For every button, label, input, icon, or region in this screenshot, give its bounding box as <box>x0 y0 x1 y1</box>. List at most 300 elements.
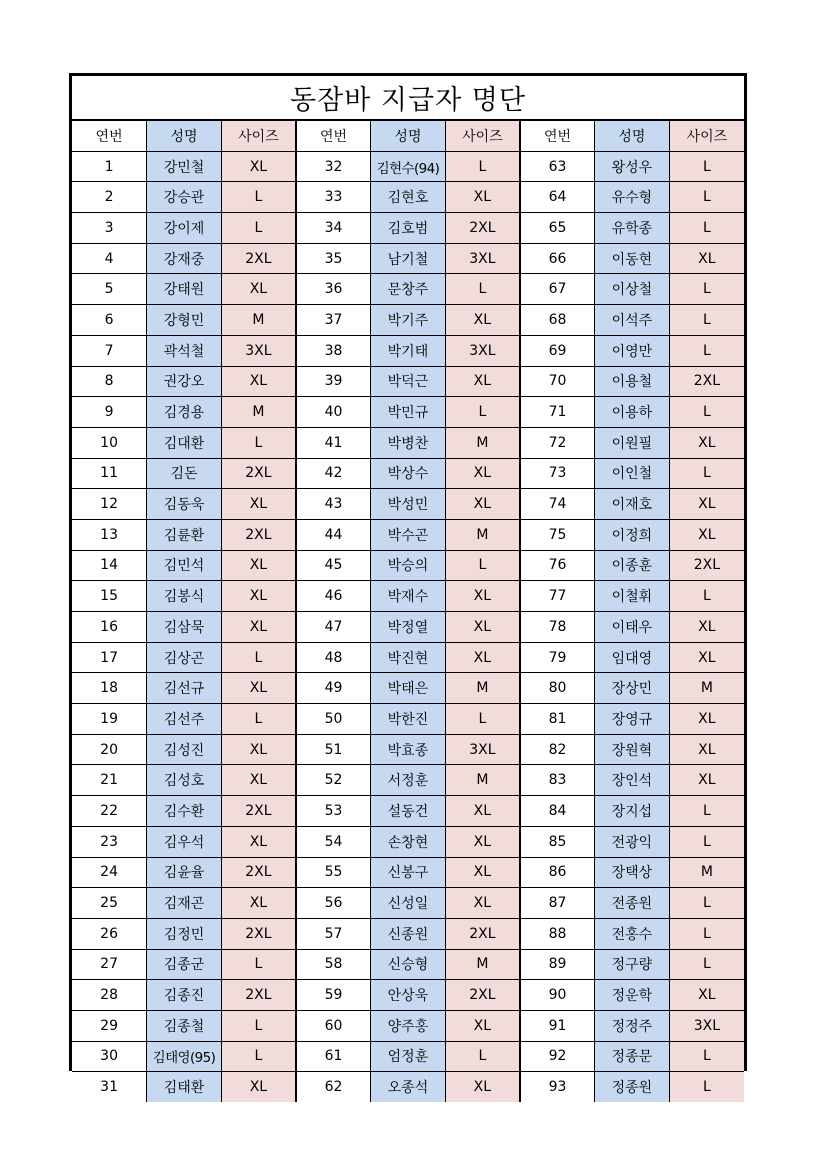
name-cell: 이인철 <box>595 458 670 489</box>
serial-cell: 55 <box>296 857 371 888</box>
name-cell: 김돈 <box>147 458 222 489</box>
serial-cell: 57 <box>296 918 371 949</box>
size-cell: XL <box>445 458 520 489</box>
name-cell: 이종훈 <box>595 550 670 581</box>
serial-cell: 5 <box>72 274 147 305</box>
size-cell: XL <box>445 581 520 612</box>
serial-cell: 29 <box>72 1010 147 1041</box>
serial-cell: 15 <box>72 581 147 612</box>
size-cell: 2XL <box>221 519 296 550</box>
size-cell: L <box>669 305 744 336</box>
size-cell: XL <box>445 826 520 857</box>
serial-cell: 63 <box>520 151 595 182</box>
serial-cell: 36 <box>296 274 371 305</box>
name-cell: 이철휘 <box>595 581 670 612</box>
name-cell: 강이제 <box>147 213 222 244</box>
roster-sheet <box>69 73 747 1097</box>
name-cell: 김륜환 <box>147 519 222 550</box>
table-row <box>72 550 744 581</box>
name-cell: 이태우 <box>595 612 670 643</box>
serial-cell: 68 <box>520 305 595 336</box>
name-cell: 신봉구 <box>371 857 446 888</box>
size-cell: XL <box>221 1072 296 1102</box>
name-cell: 장지섭 <box>595 796 670 827</box>
name-cell: 오종석 <box>371 1072 446 1102</box>
table-row <box>72 305 744 336</box>
size-cell: L <box>221 1010 296 1041</box>
serial-cell: 12 <box>72 489 147 520</box>
size-cell: L <box>221 427 296 458</box>
size-cell: L <box>221 1041 296 1072</box>
size-cell: XL <box>221 673 296 704</box>
name-cell: 신성일 <box>371 888 446 919</box>
table-row <box>72 427 744 458</box>
serial-cell: 89 <box>520 949 595 980</box>
name-cell: 박덕근 <box>371 366 446 397</box>
serial-cell: 42 <box>296 458 371 489</box>
name-cell: 장원혁 <box>595 734 670 765</box>
serial-cell: 33 <box>296 182 371 213</box>
name-cell: 김수환 <box>147 796 222 827</box>
size-cell: 2XL <box>221 243 296 274</box>
name-cell: 김상곤 <box>147 642 222 673</box>
serial-cell: 56 <box>296 888 371 919</box>
size-cell: XL <box>669 427 744 458</box>
header-name: 성명 <box>147 121 222 151</box>
size-cell: L <box>445 704 520 735</box>
size-cell: XL <box>445 888 520 919</box>
serial-cell: 48 <box>296 642 371 673</box>
serial-cell: 18 <box>72 673 147 704</box>
size-cell: L <box>669 1041 744 1072</box>
size-cell: XL <box>221 581 296 612</box>
serial-cell: 4 <box>72 243 147 274</box>
name-cell: 전광익 <box>595 826 670 857</box>
name-cell: 김현수(94) <box>371 151 446 182</box>
size-cell: L <box>221 182 296 213</box>
size-cell: 2XL <box>221 796 296 827</box>
name-cell: 문창주 <box>371 274 446 305</box>
table-row <box>72 274 744 305</box>
serial-cell: 49 <box>296 673 371 704</box>
serial-cell: 66 <box>520 243 595 274</box>
serial-cell: 76 <box>520 550 595 581</box>
serial-cell: 91 <box>520 1010 595 1041</box>
name-cell: 박기태 <box>371 335 446 366</box>
table-row <box>72 366 744 397</box>
name-cell: 김현호 <box>371 182 446 213</box>
serial-cell: 1 <box>72 151 147 182</box>
serial-cell: 87 <box>520 888 595 919</box>
size-cell: M <box>445 673 520 704</box>
header-row <box>72 121 744 151</box>
size-cell: L <box>221 949 296 980</box>
name-cell: 김선규 <box>147 673 222 704</box>
size-cell: L <box>445 274 520 305</box>
size-cell: L <box>669 949 744 980</box>
name-cell: 김선주 <box>147 704 222 735</box>
table-row <box>72 519 744 550</box>
size-cell: L <box>445 1041 520 1072</box>
serial-cell: 81 <box>520 704 595 735</box>
serial-cell: 8 <box>72 366 147 397</box>
name-cell: 박수곤 <box>371 519 446 550</box>
name-cell: 김성진 <box>147 734 222 765</box>
name-cell: 김경용 <box>147 397 222 428</box>
size-cell: 2XL <box>669 366 744 397</box>
size-cell: M <box>669 673 744 704</box>
name-cell: 장영규 <box>595 704 670 735</box>
name-cell: 강재중 <box>147 243 222 274</box>
size-cell: L <box>669 274 744 305</box>
size-cell: 2XL <box>669 550 744 581</box>
name-cell: 김대환 <box>147 427 222 458</box>
size-cell: M <box>445 949 520 980</box>
serial-cell: 45 <box>296 550 371 581</box>
table-row <box>72 335 744 366</box>
sheet-title: 동잠바 지급자 명단 <box>72 76 744 121</box>
size-cell: L <box>669 213 744 244</box>
size-cell: M <box>221 397 296 428</box>
serial-cell: 46 <box>296 581 371 612</box>
serial-cell: 58 <box>296 949 371 980</box>
serial-cell: 65 <box>520 213 595 244</box>
name-cell: 장상민 <box>595 673 670 704</box>
serial-cell: 54 <box>296 826 371 857</box>
name-cell: 장택상 <box>595 857 670 888</box>
serial-cell: 44 <box>296 519 371 550</box>
size-cell: XL <box>445 796 520 827</box>
serial-cell: 62 <box>296 1072 371 1102</box>
name-cell: 정종원 <box>595 1072 670 1102</box>
name-cell: 김재곤 <box>147 888 222 919</box>
name-cell: 김정민 <box>147 918 222 949</box>
size-cell: XL <box>445 182 520 213</box>
size-cell: L <box>669 796 744 827</box>
name-cell: 박상수 <box>371 458 446 489</box>
name-cell: 권강오 <box>147 366 222 397</box>
name-cell: 김삼묵 <box>147 612 222 643</box>
serial-cell: 78 <box>520 612 595 643</box>
table-row <box>72 581 744 612</box>
table-row <box>72 918 744 949</box>
size-cell: 3XL <box>221 335 296 366</box>
name-cell: 김윤율 <box>147 857 222 888</box>
serial-cell: 17 <box>72 642 147 673</box>
name-cell: 김종진 <box>147 980 222 1011</box>
size-cell: XL <box>669 765 744 796</box>
name-cell: 곽석철 <box>147 335 222 366</box>
size-cell: XL <box>445 489 520 520</box>
size-cell: XL <box>221 550 296 581</box>
name-cell: 김봉식 <box>147 581 222 612</box>
name-cell: 강태원 <box>147 274 222 305</box>
table-row <box>72 151 744 182</box>
name-cell: 박병찬 <box>371 427 446 458</box>
size-cell: L <box>669 151 744 182</box>
name-cell: 김태영(95) <box>147 1041 222 1072</box>
serial-cell: 34 <box>296 213 371 244</box>
size-cell: XL <box>669 489 744 520</box>
serial-cell: 83 <box>520 765 595 796</box>
serial-cell: 40 <box>296 397 371 428</box>
name-cell: 정정주 <box>595 1010 670 1041</box>
serial-cell: 71 <box>520 397 595 428</box>
name-cell: 유수형 <box>595 182 670 213</box>
name-cell: 김우석 <box>147 826 222 857</box>
size-cell: 2XL <box>221 980 296 1011</box>
table-row <box>72 857 744 888</box>
serial-cell: 73 <box>520 458 595 489</box>
serial-cell: 52 <box>296 765 371 796</box>
table-row <box>72 642 744 673</box>
table-row <box>72 1072 744 1102</box>
size-cell: 3XL <box>669 1010 744 1041</box>
table-row <box>72 949 744 980</box>
size-cell: XL <box>221 734 296 765</box>
name-cell: 강민철 <box>147 151 222 182</box>
name-cell: 김민석 <box>147 550 222 581</box>
size-cell: L <box>669 888 744 919</box>
size-cell: L <box>669 581 744 612</box>
serial-cell: 11 <box>72 458 147 489</box>
table-row <box>72 826 744 857</box>
serial-cell: 93 <box>520 1072 595 1102</box>
name-cell: 전홍수 <box>595 918 670 949</box>
size-cell: XL <box>221 612 296 643</box>
serial-cell: 82 <box>520 734 595 765</box>
size-cell: L <box>445 550 520 581</box>
serial-cell: 79 <box>520 642 595 673</box>
name-cell: 김종군 <box>147 949 222 980</box>
roster-table <box>72 121 744 1102</box>
serial-cell: 84 <box>520 796 595 827</box>
size-cell: L <box>669 335 744 366</box>
name-cell: 정종문 <box>595 1041 670 1072</box>
size-cell: 3XL <box>445 243 520 274</box>
size-cell: 2XL <box>221 918 296 949</box>
table-row <box>72 243 744 274</box>
serial-cell: 3 <box>72 213 147 244</box>
header-serial: 연번 <box>296 121 371 151</box>
size-cell: XL <box>669 612 744 643</box>
serial-cell: 85 <box>520 826 595 857</box>
name-cell: 유학종 <box>595 213 670 244</box>
size-cell: XL <box>445 612 520 643</box>
size-cell: 2XL <box>221 857 296 888</box>
table-row <box>72 182 744 213</box>
serial-cell: 13 <box>72 519 147 550</box>
table-row <box>72 1010 744 1041</box>
size-cell: XL <box>445 857 520 888</box>
serial-cell: 7 <box>72 335 147 366</box>
header-size: 사이즈 <box>669 121 744 151</box>
size-cell: XL <box>221 274 296 305</box>
serial-cell: 21 <box>72 765 147 796</box>
serial-cell: 64 <box>520 182 595 213</box>
serial-cell: 69 <box>520 335 595 366</box>
size-cell: 2XL <box>445 213 520 244</box>
serial-cell: 47 <box>296 612 371 643</box>
size-cell: XL <box>445 1072 520 1102</box>
name-cell: 이용철 <box>595 366 670 397</box>
name-cell: 임대영 <box>595 642 670 673</box>
size-cell: L <box>445 397 520 428</box>
table-row <box>72 673 744 704</box>
size-cell: XL <box>669 980 744 1011</box>
serial-cell: 16 <box>72 612 147 643</box>
name-cell: 이영만 <box>595 335 670 366</box>
size-cell: L <box>669 1072 744 1102</box>
serial-cell: 53 <box>296 796 371 827</box>
size-cell: M <box>221 305 296 336</box>
size-cell: 2XL <box>445 980 520 1011</box>
serial-cell: 67 <box>520 274 595 305</box>
serial-cell: 30 <box>72 1041 147 1072</box>
serial-cell: 75 <box>520 519 595 550</box>
serial-cell: 20 <box>72 734 147 765</box>
serial-cell: 14 <box>72 550 147 581</box>
serial-cell: 2 <box>72 182 147 213</box>
name-cell: 김성호 <box>147 765 222 796</box>
serial-cell: 23 <box>72 826 147 857</box>
table-row <box>72 213 744 244</box>
name-cell: 박재수 <box>371 581 446 612</box>
table-row <box>72 458 744 489</box>
serial-cell: 28 <box>72 980 147 1011</box>
size-cell: XL <box>669 519 744 550</box>
name-cell: 이원필 <box>595 427 670 458</box>
serial-cell: 86 <box>520 857 595 888</box>
name-cell: 안상욱 <box>371 980 446 1011</box>
serial-cell: 39 <box>296 366 371 397</box>
name-cell: 신종원 <box>371 918 446 949</box>
name-cell: 손창현 <box>371 826 446 857</box>
name-cell: 박정열 <box>371 612 446 643</box>
name-cell: 설동건 <box>371 796 446 827</box>
name-cell: 이석주 <box>595 305 670 336</box>
serial-cell: 59 <box>296 980 371 1011</box>
size-cell: XL <box>445 1010 520 1041</box>
name-cell: 이재호 <box>595 489 670 520</box>
size-cell: L <box>445 151 520 182</box>
serial-cell: 43 <box>296 489 371 520</box>
name-cell: 이정희 <box>595 519 670 550</box>
header-size: 사이즈 <box>221 121 296 151</box>
serial-cell: 88 <box>520 918 595 949</box>
name-cell: 박기주 <box>371 305 446 336</box>
name-cell: 양주홍 <box>371 1010 446 1041</box>
name-cell: 박태은 <box>371 673 446 704</box>
serial-cell: 10 <box>72 427 147 458</box>
size-cell: XL <box>221 366 296 397</box>
serial-cell: 9 <box>72 397 147 428</box>
serial-cell: 90 <box>520 980 595 1011</box>
name-cell: 김동욱 <box>147 489 222 520</box>
header-serial: 연번 <box>520 121 595 151</box>
name-cell: 강승관 <box>147 182 222 213</box>
name-cell: 박진현 <box>371 642 446 673</box>
serial-cell: 41 <box>296 427 371 458</box>
header-name: 성명 <box>371 121 446 151</box>
size-cell: 2XL <box>445 918 520 949</box>
name-cell: 김종철 <box>147 1010 222 1041</box>
name-cell: 박효종 <box>371 734 446 765</box>
name-cell: 강형민 <box>147 305 222 336</box>
size-cell: L <box>221 704 296 735</box>
name-cell: 전종원 <box>595 888 670 919</box>
size-cell: 3XL <box>445 335 520 366</box>
serial-cell: 24 <box>72 857 147 888</box>
name-cell: 엄정훈 <box>371 1041 446 1072</box>
size-cell: M <box>445 519 520 550</box>
name-cell: 박한진 <box>371 704 446 735</box>
name-cell: 박성민 <box>371 489 446 520</box>
size-cell: L <box>221 213 296 244</box>
size-cell: XL <box>445 366 520 397</box>
name-cell: 남기철 <box>371 243 446 274</box>
name-cell: 정구량 <box>595 949 670 980</box>
header-name: 성명 <box>595 121 670 151</box>
size-cell: 2XL <box>221 458 296 489</box>
serial-cell: 77 <box>520 581 595 612</box>
size-cell: L <box>669 397 744 428</box>
table-row <box>72 397 744 428</box>
size-cell: L <box>669 458 744 489</box>
size-cell: XL <box>445 642 520 673</box>
size-cell: XL <box>221 826 296 857</box>
name-cell: 신승형 <box>371 949 446 980</box>
name-cell: 박민규 <box>371 397 446 428</box>
size-cell: XL <box>669 734 744 765</box>
serial-cell: 31 <box>72 1072 147 1102</box>
size-cell: XL <box>669 642 744 673</box>
serial-cell: 19 <box>72 704 147 735</box>
size-cell: XL <box>221 765 296 796</box>
size-cell: M <box>445 765 520 796</box>
size-cell: M <box>669 857 744 888</box>
serial-cell: 60 <box>296 1010 371 1041</box>
serial-cell: 22 <box>72 796 147 827</box>
serial-cell: 32 <box>296 151 371 182</box>
serial-cell: 50 <box>296 704 371 735</box>
size-cell: XL <box>221 888 296 919</box>
serial-cell: 37 <box>296 305 371 336</box>
serial-cell: 51 <box>296 734 371 765</box>
size-cell: L <box>221 642 296 673</box>
table-row <box>72 796 744 827</box>
size-cell: XL <box>221 151 296 182</box>
size-cell: XL <box>669 704 744 735</box>
name-cell: 장인석 <box>595 765 670 796</box>
table-row <box>72 704 744 735</box>
serial-cell: 72 <box>520 427 595 458</box>
serial-cell: 70 <box>520 366 595 397</box>
header-size: 사이즈 <box>445 121 520 151</box>
name-cell: 이용하 <box>595 397 670 428</box>
table-row <box>72 765 744 796</box>
table-row <box>72 888 744 919</box>
table-row <box>72 612 744 643</box>
serial-cell: 74 <box>520 489 595 520</box>
serial-cell: 35 <box>296 243 371 274</box>
table-row <box>72 489 744 520</box>
table-row <box>72 1041 744 1072</box>
name-cell: 왕성우 <box>595 151 670 182</box>
size-cell: L <box>669 918 744 949</box>
size-cell: L <box>669 182 744 213</box>
name-cell: 김호범 <box>371 213 446 244</box>
